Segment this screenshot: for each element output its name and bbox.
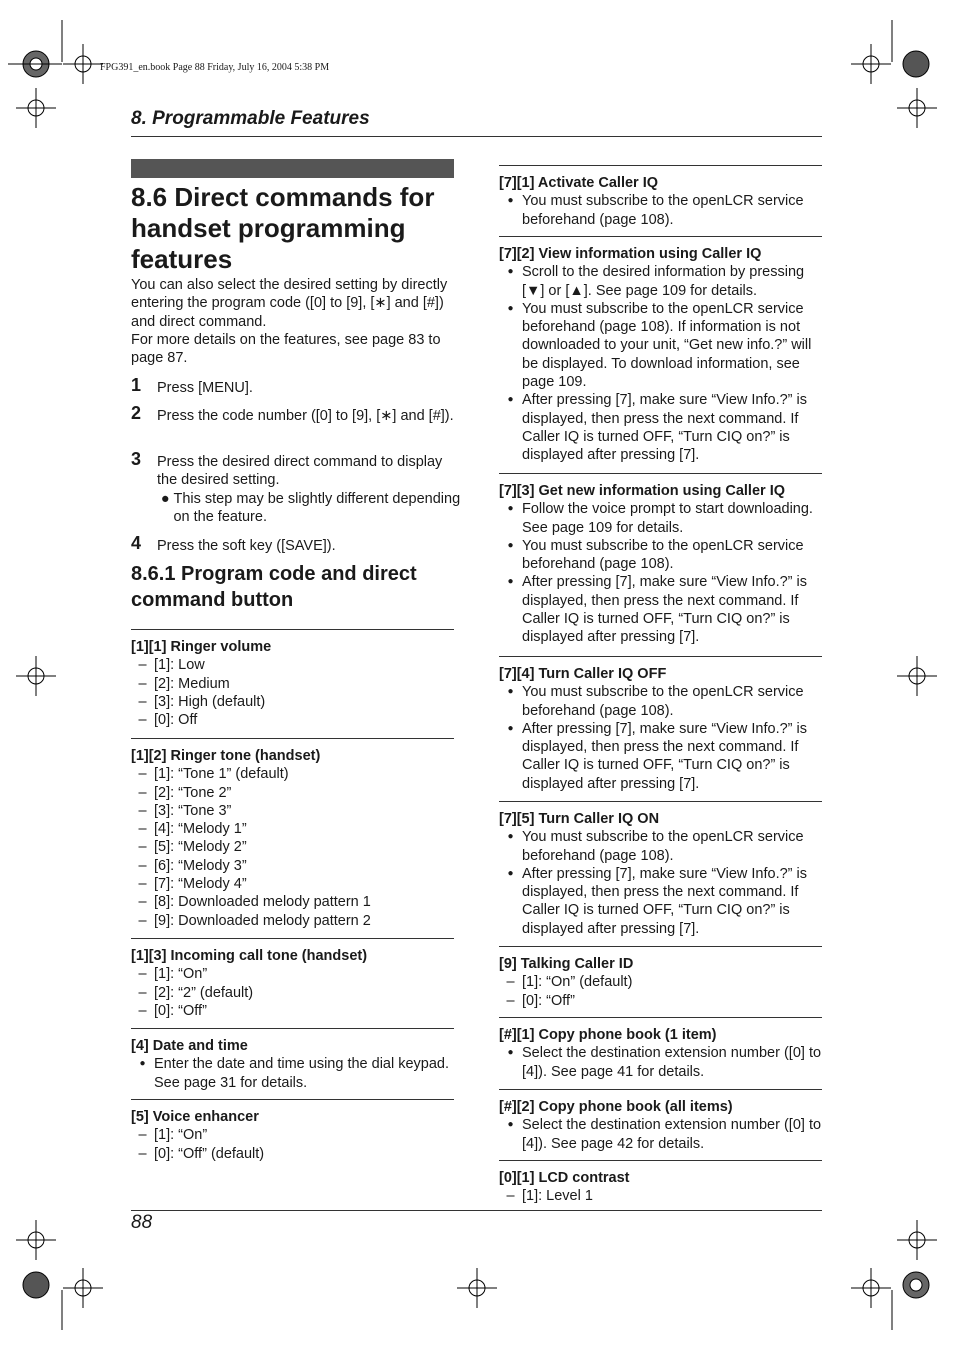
- option-text: [2]: “2” (default): [154, 984, 254, 1001]
- step-note: [157, 490, 461, 527]
- setting-section: [499, 656, 822, 793]
- section-heading: [1][1] Ringer volume: [131, 639, 272, 655]
- section-rule: [131, 1028, 454, 1037]
- bullet-item: [499, 537, 822, 574]
- dash-marker: –: [138, 693, 147, 710]
- bullet-text: Select the destination extension number ([0] to [4]). See page 41 for details.: [522, 1045, 822, 1080]
- intro: [131, 276, 456, 367]
- section-rule: [499, 236, 822, 245]
- bullet-icon: ●: [139, 1058, 146, 1070]
- step-3: [131, 449, 461, 526]
- option-text: [2]: Medium: [154, 675, 230, 692]
- file-label: FPG391_en.book Page 88 Friday, July 16, 2004 5:38 PM: [100, 62, 330, 73]
- option-text: [0]: “Off”: [522, 992, 575, 1009]
- option-item: [131, 965, 454, 983]
- option-item: [131, 693, 454, 711]
- section-heading: [1][2] Ringer tone (handset): [131, 748, 321, 764]
- option-item: [131, 784, 454, 802]
- section-heading: [#][2] Copy phone book (all items): [499, 1099, 733, 1115]
- option-text: [2]: “Tone 2”: [154, 784, 232, 801]
- step-note-text: This step may be slightly different depending on the feature.: [173, 490, 461, 525]
- bullet-item: [499, 192, 822, 229]
- bullet-item: [499, 720, 822, 793]
- section-heading: [7][2] View information using Caller IQ: [499, 246, 762, 262]
- bullet-item: [499, 865, 822, 938]
- section-heading: [7][5] Turn Caller IQ ON: [499, 811, 660, 827]
- dash-marker: –: [138, 912, 147, 929]
- option-text: [3]: High (default): [154, 693, 266, 710]
- dash-marker: –: [138, 712, 147, 729]
- bullet-text: You must subscribe to the openLCR service beforehand (page 108).: [522, 684, 804, 719]
- dash-marker: –: [138, 1002, 147, 1019]
- dash-marker: –: [506, 1188, 515, 1205]
- bullet-icon: ●: [507, 831, 514, 843]
- bullet-icon: ●: [160, 490, 170, 507]
- bullet-text: Follow the voice prompt to start downloading. See page 109 for details.: [522, 501, 813, 536]
- bullet-text: After pressing [7], make sure “View Info.?” is displayed, then press the next command. If Caller IQ is turned OFF, “Turn CIQ on?” is displayed after pressing [7].: [522, 574, 808, 646]
- option-text: [3]: “Tone 3”: [154, 802, 232, 819]
- footer-rule: [131, 1210, 822, 1211]
- section-rule: [131, 629, 454, 638]
- option-item: [131, 820, 454, 838]
- dash-marker: –: [138, 802, 147, 819]
- option-item: [499, 1187, 822, 1205]
- dash-marker: –: [138, 766, 147, 783]
- option-text: [0]: Off: [154, 712, 198, 729]
- option-item: [131, 875, 454, 893]
- setting-section: [499, 165, 822, 229]
- bullet-item: [499, 1116, 822, 1153]
- setting-section: [499, 473, 822, 647]
- bullet-text: You must subscribe to the openLCR service beforehand (page 108).: [522, 829, 804, 864]
- option-item: [131, 802, 454, 820]
- step-number: 3: [131, 449, 142, 469]
- setting-section: [131, 738, 454, 930]
- step-text: Press [MENU].: [157, 380, 253, 396]
- option-item: [499, 992, 822, 1010]
- bullet-text: You must subscribe to the openLCR service beforehand (page 108).: [522, 537, 804, 573]
- dash-marker: –: [138, 657, 147, 674]
- title-bar: [131, 159, 454, 178]
- step-4: [131, 533, 461, 555]
- page-number: 88: [131, 1212, 153, 1233]
- option-item: [499, 973, 822, 991]
- section-rule: [499, 1160, 822, 1169]
- page-title: 8.6 Direct commands for handset programming features: [131, 182, 435, 274]
- dash-marker: –: [138, 675, 147, 692]
- bullet-icon: ●: [507, 1119, 514, 1131]
- option-text: [5]: “Melody 2”: [154, 839, 247, 856]
- setting-section: [499, 801, 822, 938]
- option-text: [8]: Downloaded melody pattern 1: [154, 894, 371, 911]
- section-rule: [131, 738, 454, 747]
- option-item: [131, 765, 454, 783]
- setting-section: [131, 629, 454, 729]
- bullet-text: Scroll to the desired information by pressing [▼] or [▲]. See page 109 for details.: [522, 264, 805, 299]
- step-number: 1: [131, 375, 142, 395]
- option-text: [1]: Level 1: [522, 1188, 593, 1205]
- bullet-text: Enter the date and time using the dial keypad. See page 31 for details.: [154, 1056, 450, 1091]
- bullet-icon: ●: [507, 266, 514, 278]
- header-rule: [131, 136, 822, 137]
- bullet-icon: ●: [507, 867, 514, 879]
- option-item: [131, 984, 454, 1002]
- bullet-icon: ●: [507, 503, 514, 515]
- bullet-text: Select the destination extension number ([0] to [4]). See page 42 for details.: [522, 1117, 822, 1152]
- bullet-text: You must subscribe to the openLCR service beforehand (page 108). If information is not downloaded to your unit, “Get new info.?” will be displayed. To download information, see page 109.: [522, 300, 812, 391]
- step-2: [131, 403, 461, 425]
- section-rule: [499, 1017, 822, 1026]
- section-heading: [5] Voice enhancer: [131, 1109, 259, 1125]
- subsection-title: 8.6.1 Program code and direct command button: [131, 563, 417, 611]
- step-number: 4: [131, 533, 142, 553]
- section-heading: [7][4] Turn Caller IQ OFF: [499, 666, 667, 682]
- intro-paragraph-1: You can also select the desired setting by directly entering the program code ([0] to [9], [∗] and [#]) and direct command.: [131, 277, 448, 330]
- section-heading: [7][3] Get new information using Caller IQ: [499, 483, 785, 499]
- bullet-icon: ●: [507, 686, 514, 698]
- option-item: [131, 656, 454, 674]
- step-text: Press the code number ([0] to [9], [∗] and [#]).: [157, 408, 454, 424]
- bullet-icon: ●: [507, 302, 514, 314]
- bullet-item: [499, 300, 822, 391]
- bullet-icon: ●: [507, 1047, 514, 1059]
- bullet-icon: ●: [507, 394, 514, 406]
- bullet-icon: ●: [507, 195, 514, 207]
- step-text: Press the soft key ([SAVE]).: [157, 538, 336, 554]
- chapter-heading: 8. Programmable Features: [131, 108, 370, 129]
- option-text: [1]: “On” (default): [522, 974, 633, 991]
- section-rule: [131, 938, 454, 947]
- section-rule: [499, 801, 822, 810]
- option-item: [131, 1126, 454, 1144]
- dash-marker: –: [138, 839, 147, 856]
- option-item: [131, 711, 454, 729]
- intro-paragraph-2: For more details on the features, see page 83 to page 87.: [131, 331, 441, 367]
- option-item: [131, 893, 454, 911]
- section-rule: [499, 165, 822, 174]
- dash-marker: –: [138, 1127, 147, 1144]
- option-item: [131, 675, 454, 693]
- option-text: [6]: “Melody 3”: [154, 857, 247, 874]
- bullet-item: [131, 1055, 454, 1092]
- dash-marker: –: [138, 894, 147, 911]
- bullet-icon: ●: [507, 539, 514, 551]
- option-item: [131, 1002, 454, 1020]
- bullet-text: After pressing [7], make sure “View Info.?” is displayed, then press the next command. If Caller IQ is turned OFF, “Turn CIQ on?” is displayed after pressing [7].: [522, 720, 808, 792]
- section-rule: [499, 656, 822, 665]
- dash-marker: –: [138, 821, 147, 838]
- bullet-text: You must subscribe to the openLCR service beforehand (page 108).: [522, 193, 804, 228]
- bullet-item: [499, 828, 822, 865]
- bullet-item: [499, 573, 822, 646]
- dash-marker: –: [138, 784, 147, 801]
- setting-section: [499, 1089, 822, 1153]
- bullet-item: [499, 500, 822, 537]
- dash-marker: –: [506, 992, 515, 1009]
- option-item: [131, 912, 454, 930]
- option-item: [131, 838, 454, 856]
- section-rule: [499, 946, 822, 955]
- bullet-item: [499, 391, 822, 464]
- bullet-item: [499, 1044, 822, 1081]
- step-text: Press the desired direct command to display the desired setting.: [157, 454, 443, 489]
- dash-marker: –: [138, 857, 147, 874]
- option-text: [1]: Low: [154, 657, 205, 674]
- section-heading: [1][3] Incoming call tone (handset): [131, 948, 368, 964]
- setting-section: [499, 946, 822, 1010]
- section-heading: [9] Talking Caller ID: [499, 956, 634, 972]
- dash-marker: –: [138, 966, 147, 983]
- section-heading: [0][1] LCD contrast: [499, 1170, 630, 1186]
- step-1: [131, 375, 461, 397]
- option-text: [0]: “Off”: [154, 1002, 207, 1019]
- bullet-icon: ●: [507, 722, 514, 734]
- option-text: [0]: “Off” (default): [154, 1145, 265, 1162]
- option-text: [1]: “On”: [154, 1127, 208, 1144]
- setting-section: [499, 1017, 822, 1081]
- option-text: [9]: Downloaded melody pattern 2: [154, 912, 371, 929]
- bullet-icon: ●: [507, 576, 514, 588]
- dash-marker: –: [138, 984, 147, 1001]
- option-text: [4]: “Melody 1”: [154, 821, 247, 838]
- bullet-text: After pressing [7], make sure “View Info.?” is displayed, then press the next command. If Caller IQ is turned OFF, “Turn CIQ on?” is displayed after pressing [7].: [522, 392, 808, 464]
- setting-section: [499, 236, 822, 465]
- section-heading: [7][1] Activate Caller IQ: [499, 175, 659, 191]
- option-item: [131, 857, 454, 875]
- bullet-item: [499, 683, 822, 720]
- section-rule: [131, 1099, 454, 1108]
- setting-section: [131, 1099, 454, 1163]
- bullet-text: After pressing [7], make sure “View Info.?” is displayed, then press the next command. If Caller IQ is turned OFF, “Turn CIQ on?” is displayed after pressing [7].: [522, 865, 808, 937]
- step-number: 2: [131, 403, 142, 423]
- section-rule: [499, 473, 822, 482]
- bullet-item: [499, 263, 822, 300]
- option-item: [131, 1145, 454, 1163]
- option-text: [1]: “On”: [154, 966, 208, 983]
- setting-section: [131, 1028, 454, 1092]
- section-heading: [4] Date and time: [131, 1038, 248, 1054]
- dash-marker: –: [138, 876, 147, 893]
- setting-section: [131, 938, 454, 1020]
- dash-marker: –: [138, 1145, 147, 1162]
- option-text: [7]: “Melody 4”: [154, 876, 247, 893]
- section-rule: [499, 1089, 822, 1098]
- option-text: [1]: “Tone 1” (default): [154, 766, 289, 783]
- dash-marker: –: [506, 974, 515, 991]
- setting-section: [499, 1160, 822, 1206]
- section-heading: [#][1] Copy phone book (1 item): [499, 1027, 717, 1043]
